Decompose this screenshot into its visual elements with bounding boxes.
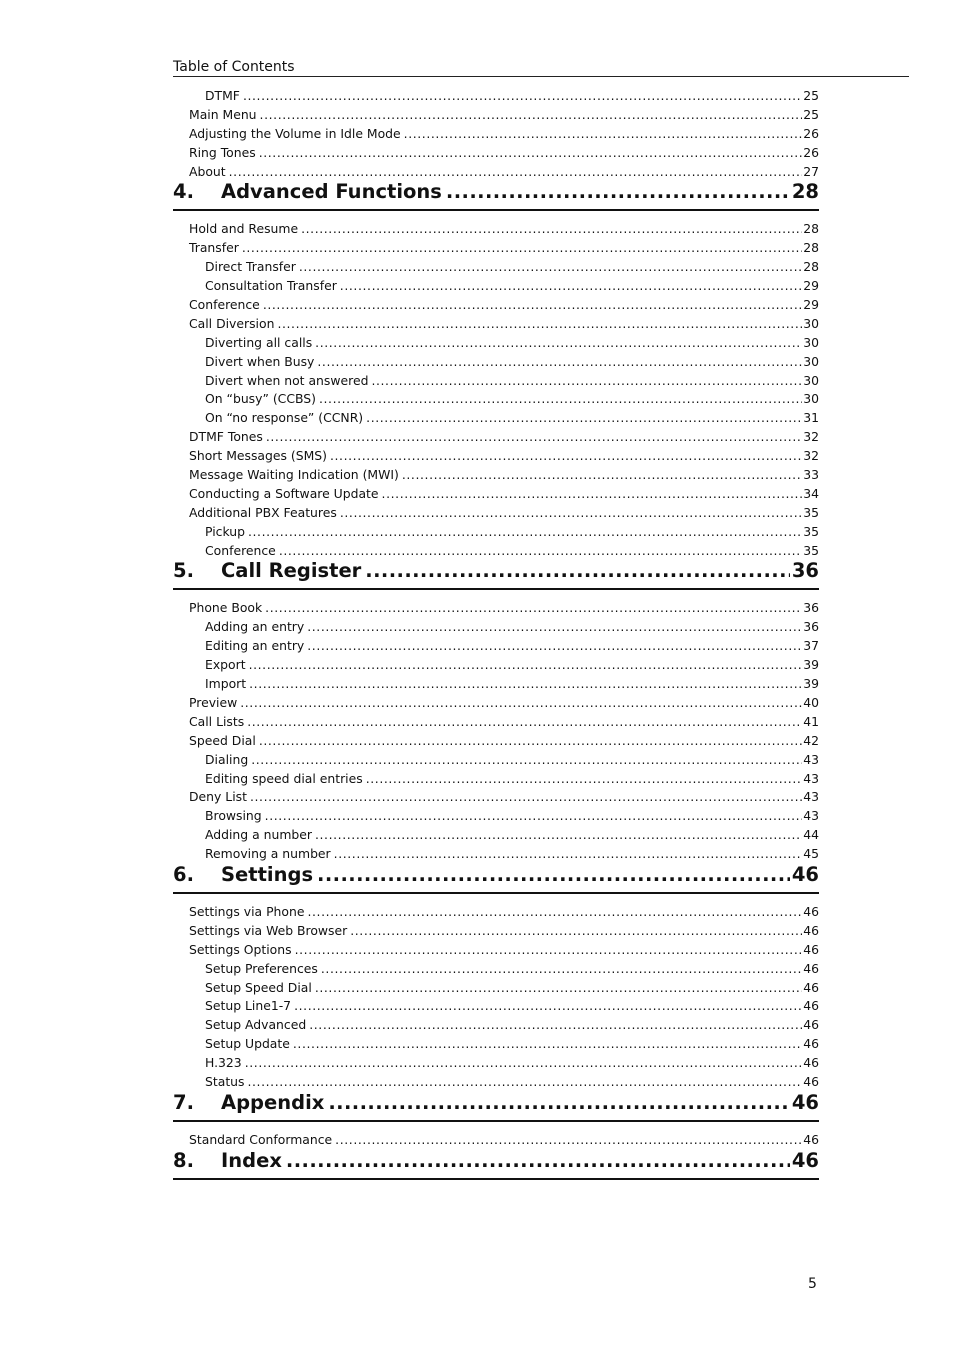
toc-entry-title: Editing speed dial entries [205,770,363,786]
toc-entry-page: 42 [803,732,819,748]
chapter-page: 46 [791,862,819,886]
chapter-number: 7. [173,1090,194,1114]
dot-leader [259,733,802,748]
toc-entry [173,789,819,808]
toc-entry-page: 41 [803,713,819,729]
toc-entry-page: 46 [803,979,819,995]
toc-entry [173,600,819,619]
chapter-page: 36 [791,559,819,583]
toc-entry-page: 32 [803,429,819,445]
chapter-number: 8. [173,1148,194,1172]
dot-leader [366,410,802,425]
dot-leader [265,600,802,615]
toc-entry-page: 35 [803,523,819,539]
toc-entry [173,1036,819,1055]
toc-entry-title: Ring Tones [189,144,256,160]
toc-entry-page: 35 [803,504,819,520]
toc-entry [173,524,819,543]
dot-leader [250,789,802,804]
toc-entry [173,980,819,999]
dot-leader [321,961,802,976]
toc-entry [173,505,819,524]
toc-entry [173,354,819,373]
toc-entry-title: Removing a number [205,846,331,862]
dot-leader [259,145,803,160]
chapter-rule [173,1120,819,1122]
toc-entry-page: 36 [803,600,819,616]
toc-entry-page: 25 [803,106,819,122]
toc-entry-title: Phone Book [189,600,263,616]
page-number: 5 [808,1276,817,1292]
dot-leader [317,354,802,369]
dot-leader [299,259,802,274]
toc-entry [173,335,819,354]
toc-entry [173,448,819,467]
toc-entry-page: 40 [803,694,819,710]
chapter-number: 6. [173,862,194,886]
dot-leader [404,126,803,141]
toc-entry-title: Import [205,676,247,692]
dot-leader [249,657,803,672]
toc-entry-title: Hold and Resume [189,221,299,237]
toc-entry-page: 34 [803,485,819,501]
toc-entry-title: Export [205,657,246,673]
dot-leader [315,827,802,842]
toc-entry-title: Pickup [205,523,245,539]
toc-entry-page: 30 [803,315,819,331]
dot-leader [365,559,790,582]
dot-leader [301,221,802,236]
page-header [173,59,909,77]
dot-leader [335,1132,802,1147]
toc-entry-title: Adjusting the Volume in Idle Mode [189,125,401,141]
dot-leader [319,391,802,406]
toc-entry [173,771,819,790]
chapter-rule [173,209,819,211]
toc-entry [173,676,819,695]
toc-entry [173,259,819,278]
toc-entry [173,467,819,486]
toc-entry [173,410,819,429]
toc-entry-page: 46 [803,1073,819,1089]
toc-chapter [173,180,819,205]
toc-entry-page: 43 [803,770,819,786]
toc-entry-title: Adding an entry [205,619,305,635]
toc-entry [173,808,819,827]
dot-leader [240,695,802,710]
toc-entry [173,107,819,126]
toc-entry-title: Direct Transfer [205,259,296,275]
toc-entry-title: Conducting a Software Update [189,485,379,501]
toc-entry [173,714,819,733]
dot-leader [350,923,802,938]
toc-entry-title: Setup Speed Dial [205,979,312,995]
toc-entry-title: Diverting all calls [205,334,313,350]
toc-chapter [173,1091,819,1116]
dot-leader [251,752,802,767]
chapter-rule [173,1178,819,1180]
toc-entry [173,240,819,259]
toc-entry-title: Setup Preferences [205,960,318,976]
chapter-rule [173,892,819,894]
toc-entry [173,961,819,980]
toc-entry-page: 30 [803,334,819,350]
toc-entry-page: 46 [803,998,819,1014]
dot-leader [263,297,802,312]
toc-entry-page: 45 [803,846,819,862]
toc-entry [173,126,819,145]
toc-entry-page: 46 [803,1036,819,1052]
chapter-title: Settings [221,862,314,886]
toc-entry-title: Conference [189,297,260,313]
dot-leader [295,942,803,957]
toc-entry [173,1017,819,1036]
dot-leader [366,771,803,786]
toc-entry-page: 43 [803,789,819,805]
dot-leader [242,240,802,255]
toc-entry-page: 43 [803,808,819,824]
toc-entry [173,752,819,771]
toc-entry-page: 26 [803,144,819,160]
toc-entry-title: Dialing [205,751,249,767]
toc-entry-page: 33 [803,467,819,483]
toc-entry [173,733,819,752]
toc-entry-page: 37 [803,638,819,654]
dot-leader [286,1149,790,1172]
toc-entry-page: 46 [803,960,819,976]
dot-leader [279,543,802,558]
dot-leader [266,429,802,444]
dot-leader [249,676,802,691]
chapter-number: 5. [173,559,194,583]
toc-entry [173,695,819,714]
toc-entry-page: 46 [803,1017,819,1033]
dot-leader [334,846,803,861]
dot-leader [243,88,802,103]
toc-entry-page: 30 [803,372,819,388]
toc-entry [173,942,819,961]
toc-entry-page: 31 [803,410,819,426]
toc-entry-page: 46 [803,1055,819,1071]
toc-entry-page: 46 [803,1131,819,1147]
toc-entry-title: Setup Advanced [205,1017,307,1033]
toc-entry-page: 29 [803,297,819,313]
toc-entry [173,297,819,316]
toc-entry-title: Setup Line1-7 [205,998,292,1014]
dot-leader [328,1091,790,1114]
dot-leader [294,998,802,1013]
dot-leader [307,638,802,653]
dot-leader [330,448,802,463]
toc-entry-page: 32 [803,448,819,464]
dot-leader [315,335,802,350]
toc-entry-title: Standard Conformance [189,1131,333,1147]
dot-leader [247,1074,802,1089]
toc-entry-page: 46 [803,922,819,938]
toc-entry [173,145,819,164]
toc-entry-page: 29 [803,278,819,294]
toc-entry-title: Preview [189,694,238,710]
dot-leader [307,904,802,919]
toc-entry-title: Divert when not answered [205,372,369,388]
toc-chapter [173,1149,819,1174]
toc-entry-page: 30 [803,391,819,407]
toc-entry-title: Browsing [205,808,262,824]
toc-entry-title: On “busy” (CCBS) [205,391,316,407]
header-title: Table of Contents [173,59,295,75]
toc-entry-page: 39 [803,676,819,692]
toc-entry-page: 39 [803,657,819,673]
toc-entry [173,391,819,410]
dot-leader [277,316,802,331]
toc-entry [173,657,819,676]
dot-leader [229,164,803,179]
toc-entry [173,904,819,923]
toc-entry-page: 27 [803,163,819,179]
dot-leader [315,980,802,995]
toc-entry [173,88,819,107]
dot-leader [446,180,790,203]
toc-entry-title: Transfer [189,240,239,256]
toc-entry-page: 25 [803,88,819,103]
dot-leader [340,505,802,520]
toc-entry-title: Setup Update [205,1036,290,1052]
toc-entry-page: 28 [803,221,819,237]
chapter-number: 4. [173,180,194,204]
dot-leader [265,808,803,823]
chapter-page: 46 [791,1090,819,1114]
toc-entry-title: Conference [205,542,276,558]
toc-entry-page: 43 [803,751,819,767]
toc-entry-title: DTMF [205,88,240,103]
toc-entry-title: Deny List [189,789,247,805]
toc-entry-title: DTMF Tones [189,429,263,445]
toc-entry [173,998,819,1017]
toc-entry-page: 28 [803,240,819,256]
dot-leader [371,373,802,388]
toc-entry-page: 30 [803,353,819,369]
toc-entry-title: Settings Options [189,941,292,957]
toc-entry [173,486,819,505]
toc-entry [173,278,819,297]
dot-leader [340,278,802,293]
dot-leader [247,714,802,729]
toc-entry [173,923,819,942]
toc-chapter [173,559,819,584]
toc-entry-page: 36 [803,619,819,635]
toc-entry-page: 28 [803,259,819,275]
toc-chapter [173,863,819,888]
dot-leader [260,107,803,122]
toc-entry-title: Consultation Transfer [205,278,337,294]
toc-entry-page: 46 [803,903,819,919]
chapter-page: 46 [791,1148,819,1172]
toc-entry-title: Divert when Busy [205,353,315,369]
toc-entry [173,619,819,638]
toc-entry-title: Status [205,1073,245,1089]
toc-entry-title: Additional PBX Features [189,504,337,520]
toc-entry [173,638,819,657]
toc-entry [173,429,819,448]
toc-entry-title: Settings via Web Browser [189,922,348,938]
chapter-title: Advanced Functions [221,180,442,204]
dot-leader [245,1055,803,1070]
toc-entry-title: H.323 [205,1055,242,1071]
toc-entry [173,1055,819,1074]
dot-leader [317,863,790,886]
toc-entry-title: About [189,163,226,179]
toc-entry-title: Message Waiting Indication (MWI) [189,467,399,483]
chapter-rule [173,588,819,590]
toc-entry-page: 44 [803,827,819,843]
chapter-page: 28 [791,180,819,204]
toc-entry-title: Short Messages (SMS) [189,448,327,464]
chapter-title: Call Register [221,559,362,583]
toc-entry [173,827,819,846]
chapter-title: Index [221,1148,282,1172]
dot-leader [309,1017,802,1032]
toc-entry [173,221,819,240]
table-of-contents [173,88,819,1190]
toc-entry-page: 26 [803,125,819,141]
dot-leader [293,1036,802,1051]
toc-entry-page: 46 [803,941,819,957]
toc-entry-title: Adding a number [205,827,312,843]
toc-entry [173,316,819,335]
toc-entry-page: 35 [803,542,819,558]
toc-entry-title: Speed Dial [189,732,256,748]
toc-entry [173,373,819,392]
toc-entry-title: On “no response” (CCNR) [205,410,364,426]
toc-entry-title: Editing an entry [205,638,305,654]
dot-leader [382,486,803,501]
chapter-title: Appendix [221,1090,325,1114]
toc-entry-title: Main Menu [189,106,257,122]
dot-leader [402,467,802,482]
dot-leader [248,524,802,539]
toc-entry-title: Call Diversion [189,315,275,331]
toc-entry-title: Call Lists [189,713,245,729]
toc-entry-title: Settings via Phone [189,903,305,919]
dot-leader [307,619,802,634]
